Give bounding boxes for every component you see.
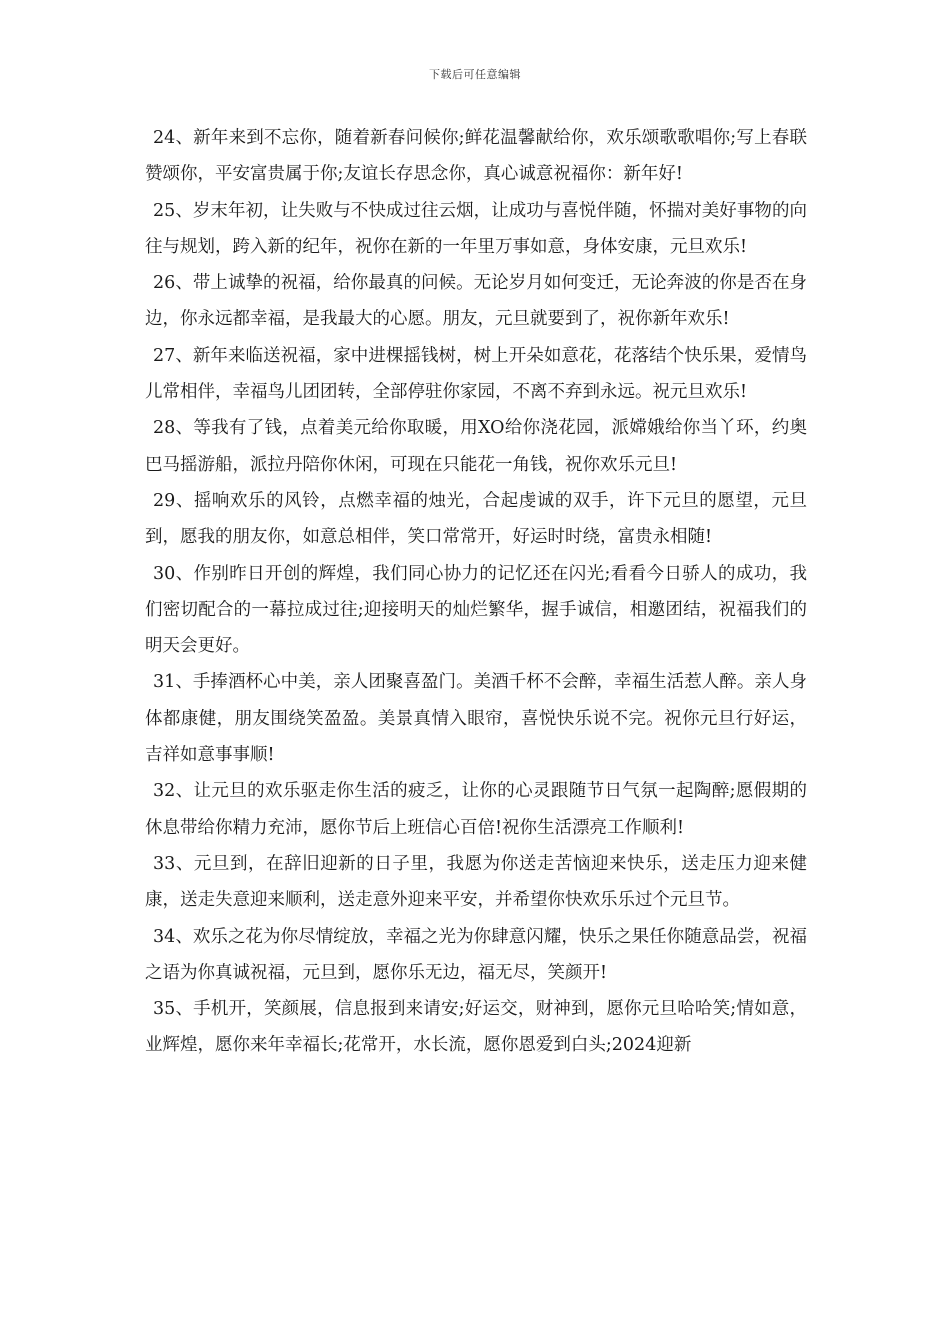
document-body [145,120,807,1064]
paragraph-35: 35、手机开，笑颜展，信息报到来请安;好运交，财神到，愿你元旦哈哈笑;情如意，业辉煌，愿你来年幸福长;花常开，水长流，愿你恩爱到白头;2024迎新 [145,999,807,1056]
paragraph-25: 25、岁末年初，让失败与不快成过往云烟，让成功与喜悦伴随，怀揣对美好事物的向往与规划，跨入新的纪年，祝你在新的一年里万事如意，身体安康，元旦欢乐! [145,200,807,257]
paragraph-32: 32、让元旦的欢乐驱走你生活的疲乏，让你的心灵跟随节日气氛一起陶醉;愿假期的休息带给你精力充沛，愿你节后上班信心百倍!祝你生活漂亮工作顺利! [145,781,807,838]
paragraph-27: 27、新年来临送祝福，家中进棵摇钱树，树上开朵如意花，花落结个快乐果，爱情鸟儿常相伴，幸福鸟儿团团转，全部停驻你家园，不离不弃到永远。祝元旦欢乐! [145,345,807,403]
paragraph-26: 26、带上诚挚的祝福，给你最真的问候。无论岁月如何变迁，无论奔波的你是否在身边，你永远都幸福，是我最大的心愿。朋友，元旦就要到了，祝你新年欢乐! [145,273,807,330]
paragraph-33: 33、元旦到，在辞旧迎新的日子里，我愿为你送走苦恼迎来快乐，送走压力迎来健康，送走失意迎来顺利，送走意外迎来平安，并希望你快欢乐乐过个元旦节。 [145,853,807,911]
paragraph-34: 34、欢乐之花为你尽情绽放，幸福之光为你肆意闪耀，快乐之果任你随意品尝，祝福之语为你真诚祝福，元旦到，愿你乐无边，福无尽，笑颜开! [145,926,807,983]
paragraph-29: 29、摇响欢乐的风铃，点燃幸福的烛光，合起虔诚的双手，许下元旦的愿望，元旦到，愿我的朋友你，如意总相伴，笑口常常开，好运时时绕，富贵永相随! [145,490,807,548]
paragraph-24: 24、新年来到不忘你，随着新春问候你;鲜花温馨献给你，欢乐颂歌歌唱你;写上春联赞颂你，平安富贵属于你;友谊长存思念你，真心诚意祝福你：新年好! [145,128,807,185]
paragraph-30: 30、作别昨日开创的辉煌，我们同心协力的记忆还在闪光;看看今日骄人的成功，我们密切配合的一幕拉成过往;迎接明天的灿烂繁华，握手诚信，相邀团结，祝福我们的明天会更好。 [145,563,807,657]
paragraph-28: 28、等我有了钱，点着美元给你取暖，用XO给你浇花园，派嫦娥给你当丫环，约奥巴马摇游船，派拉丹陪你休闲，可现在只能花一角钱，祝你欢乐元旦! [145,418,807,475]
page-header: 下载后可任意编辑 [429,68,521,81]
paragraph-31: 31、手捧酒杯心中美，亲人团聚喜盈门。美酒千杯不会醉，幸福生活惹人醉。亲人身体都康健，朋友围绕笑盈盈。美景真情入眼帘，喜悦快乐说不完。祝你元旦行好运，吉祥如意事事顺! [145,672,807,766]
